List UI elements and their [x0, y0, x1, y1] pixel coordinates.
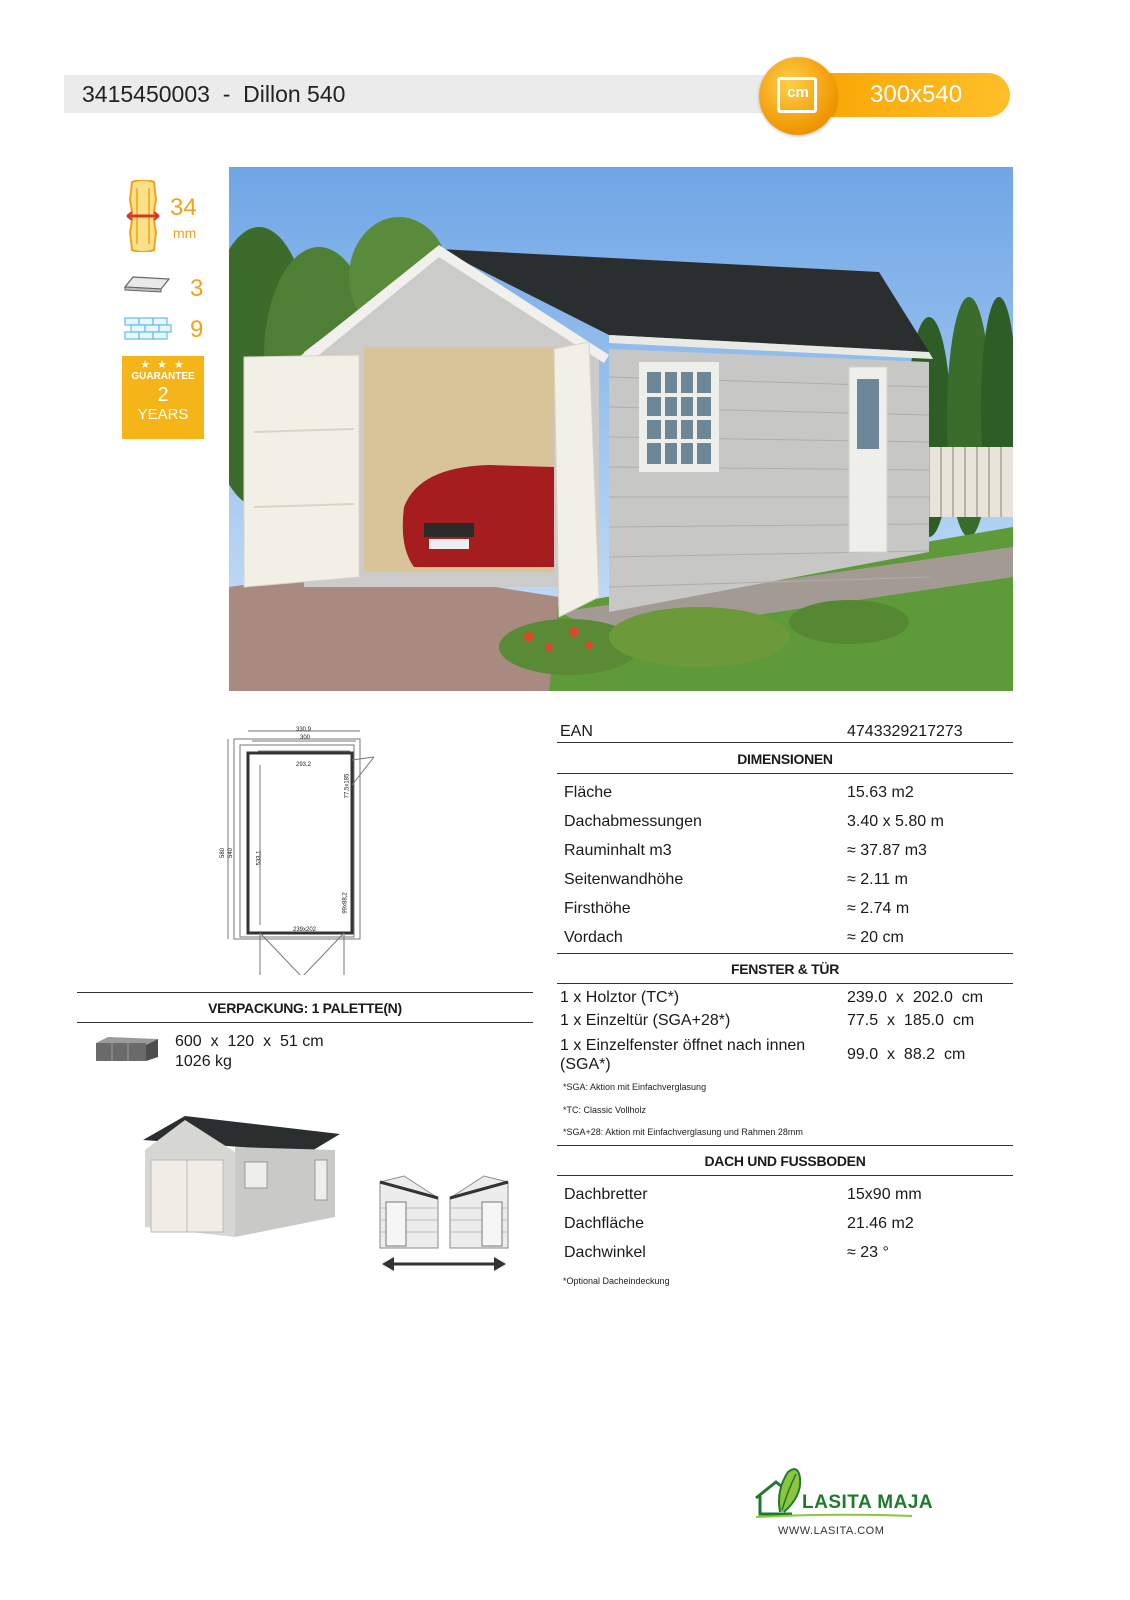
floor-board-value: 3 — [190, 275, 204, 302]
table-row — [557, 838, 1013, 866]
table-row — [557, 1032, 1013, 1076]
spec-value: 77.5 x 185.0 cm — [847, 1012, 975, 1029]
spec-value: ≈ 23 ° — [847, 1244, 889, 1261]
ean-value: 4743329217273 — [847, 723, 963, 740]
floorplan-inner-depth: 540 — [228, 847, 235, 859]
guarantee-years-label: YEARS — [137, 406, 189, 423]
floorplan-window-side: 99x88,2 — [342, 892, 349, 914]
floorplan-outer-width: 330,9 — [296, 727, 312, 733]
rule — [557, 773, 1013, 774]
spec-label: Rauminhalt m3 — [564, 842, 672, 859]
spec-value: ≈ 2.74 m — [847, 900, 910, 917]
spec-value: 99.0 x 88.2 cm — [847, 1046, 966, 1063]
spec-label: Dachfläche — [564, 1215, 645, 1232]
windows-title: FENSTER & TÜR — [730, 961, 840, 977]
rule — [557, 742, 1013, 743]
roof-title: DACH UND FUSSBODEN — [704, 1153, 866, 1169]
wall-thickness-value: 34 — [170, 194, 197, 221]
table-row — [557, 809, 1013, 837]
table-row — [557, 867, 1013, 895]
floorplan-garage-door: 239x202 — [293, 927, 317, 933]
spec-value: ≈ 2.11 m — [847, 871, 908, 888]
table-row — [557, 896, 1013, 924]
rule — [557, 1175, 1013, 1176]
floorplan-inner-width: 300 — [300, 735, 311, 741]
ean-label: EAN — [560, 723, 593, 740]
footnote: *SGA: Aktion mit Einfachverglasung — [563, 1082, 707, 1092]
floorplan-wall-width: 293,2 — [296, 762, 312, 768]
table-row — [557, 925, 1013, 953]
pack-rule-bottom — [77, 1022, 533, 1023]
dimensions-title: DIMENSIONEN — [737, 751, 833, 767]
guarantee-years-number: 2 — [157, 384, 169, 406]
packaging-dimensions: 600 x 120 x 51 cm — [175, 1033, 324, 1050]
size-label: 300x540 — [870, 81, 963, 108]
roof-shingle-icon — [123, 316, 173, 342]
spec-value: 3.40 x 5.80 m — [847, 813, 944, 830]
product-photo — [229, 167, 1013, 691]
rule — [557, 983, 1013, 984]
spec-value: 15x90 mm — [847, 1186, 922, 1203]
logo-underline — [754, 1513, 914, 1519]
spec-label: Dachwinkel — [564, 1244, 646, 1261]
rule — [557, 1145, 1013, 1146]
spec-label: Fläche — [564, 784, 613, 801]
floorplan-door-side: 77,5x185 — [344, 773, 351, 799]
brand-name: LASITA MAJA — [802, 1492, 934, 1513]
spec-value: 21.46 m2 — [847, 1215, 914, 1232]
spec-value: ≈ 20 cm — [847, 929, 904, 946]
spec-label: 1 x Holztor (TC*) — [560, 989, 680, 1006]
guarantee-badge — [122, 356, 204, 439]
spec-value: 239.0 x 202.0 cm — [847, 989, 984, 1006]
pack-rule-top — [77, 992, 533, 993]
roof-shingle-value: 9 — [190, 316, 204, 343]
wall-thickness-icon — [126, 180, 160, 252]
spec-label: Dachabmessungen — [564, 813, 702, 830]
rule — [557, 953, 1013, 954]
door-orientation-diagram — [378, 1168, 510, 1272]
spec-value: ≈ 37.87 m3 — [847, 842, 927, 859]
packaging-weight: 1026 kg — [175, 1053, 232, 1070]
spec-label: Vordach — [564, 929, 623, 946]
table-row — [557, 1182, 1013, 1210]
spec-value: 15.63 m2 — [847, 784, 914, 801]
footnote: *SGA+28: Aktion mit Einfachverglasung und Rahmen 28mm — [563, 1127, 803, 1137]
floorplan-wall-depth: 533,1 — [256, 850, 263, 866]
star-icons: ★ ★ ★ — [140, 359, 186, 371]
roof-footnote: *Optional Dacheindeckung — [563, 1276, 670, 1286]
footnote: *TC: Classic Vollholz — [563, 1105, 647, 1115]
spec-label: Firsthöhe — [564, 900, 631, 917]
guarantee-label: GUARANTEE — [131, 371, 195, 382]
product-title: 3415450003 - Dillon 540 — [82, 81, 346, 107]
spec-label: 1 x Einzelfenster öffnet nach innen (SGA*) — [560, 1037, 806, 1073]
table-row — [557, 1240, 1013, 1268]
floorplan-outer-depth: 580 — [220, 847, 227, 859]
spec-label: 1 x Einzeltür (SGA+28*) — [560, 1012, 731, 1029]
garage-3d-drawing — [135, 1112, 345, 1242]
cm-badge-label: cm — [787, 84, 809, 101]
pallet-icon — [94, 1035, 160, 1063]
floor-board-icon — [123, 275, 171, 293]
table-row — [557, 1211, 1013, 1239]
packaging-title: VERPACKUNG: 1 PALETTE(N) — [208, 1000, 402, 1016]
spec-label: Seitenwandhöhe — [564, 871, 684, 888]
brand-url[interactable]: WWW.LASITA.COM — [778, 1525, 885, 1537]
wall-thickness-unit: mm — [173, 225, 197, 241]
table-row — [557, 780, 1013, 808]
spec-label: Dachbretter — [564, 1186, 648, 1203]
